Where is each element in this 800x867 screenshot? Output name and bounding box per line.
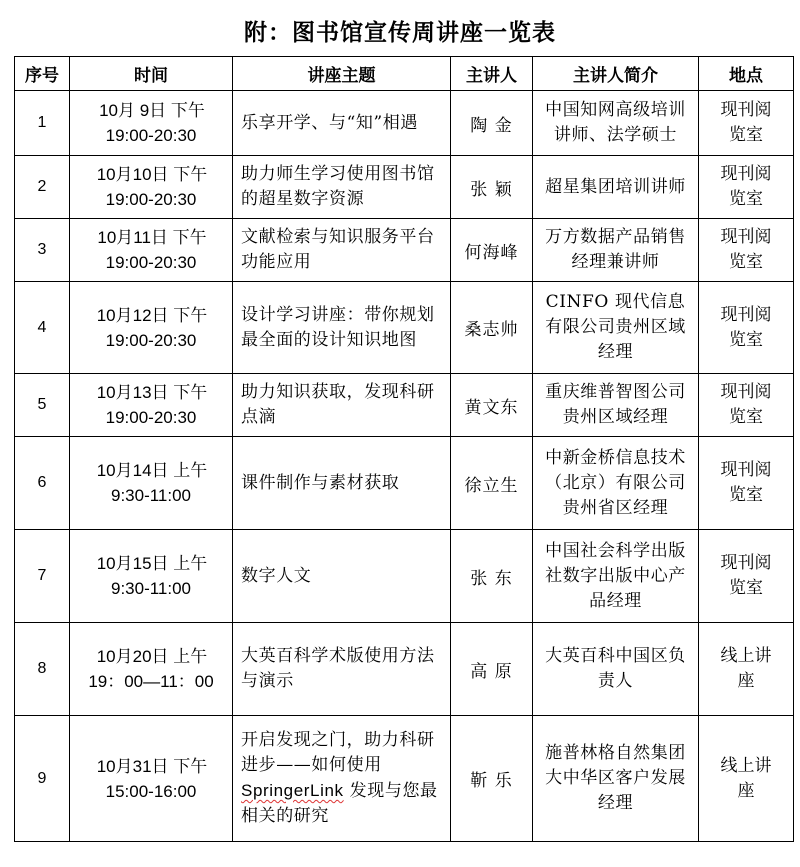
header-time: 时间 (70, 57, 233, 91)
row-num: 6 (15, 437, 70, 530)
row-num: 4 (15, 282, 70, 374)
row-topic (233, 716, 451, 842)
row-location: 现刊阅览室 (699, 282, 794, 374)
header-location: 地点 (699, 57, 794, 91)
row-time (70, 374, 233, 437)
row-num: 7 (15, 530, 70, 623)
row-topic: 课件制作与素材获取 (233, 437, 451, 530)
row-time (70, 530, 233, 623)
page-title: 附：图书馆宣传周讲座一览表 (244, 20, 556, 46)
row-speaker: 何海峰 (451, 219, 533, 282)
row-bio: 重庆维普智图公司贵州区域经理 (533, 374, 699, 437)
table-row (15, 623, 794, 716)
header-bio: 主讲人简介 (533, 57, 699, 91)
row-location: 线上讲座 (699, 623, 794, 716)
topic-text: 开启发现之门，助力科研进步——如何使用 (241, 730, 435, 775)
row-time (70, 91, 233, 156)
row-location: 现刊阅览室 (699, 437, 794, 530)
row-time (70, 156, 233, 219)
row-date: 10月15日 上午 (96, 554, 208, 573)
row-range: 9:30-11:00 (110, 486, 192, 505)
table-row (15, 437, 794, 530)
topic-text-end: 发现与您最相关的研究 (241, 781, 438, 826)
row-date: 10月10日 下午 (96, 165, 208, 184)
header-speaker: 主讲人 (451, 57, 533, 91)
row-date: 10月 9日 下午 (99, 101, 205, 120)
row-range: 15:00-16:00 (105, 781, 197, 801)
row-date: 10月13日 下午 (96, 383, 208, 402)
table-row (15, 716, 794, 842)
row-range: 19:00-20:30 (105, 330, 197, 350)
row-topic: 助力师生学习使用图书馆的超星数字资源 (233, 156, 451, 219)
row-date: 10月31日 下午 (96, 756, 208, 776)
table-row (15, 91, 794, 156)
header-topic: 讲座主题 (233, 57, 451, 91)
row-location: 线上讲座 (699, 716, 794, 842)
row-range: 19:00-20:30 (105, 126, 197, 145)
row-bio: 中国社会科学出版社数字出版中心产品经理 (533, 530, 699, 623)
row-num: 9 (15, 716, 70, 842)
row-speaker: 徐立生 (451, 437, 533, 530)
row-speaker: 张 东 (451, 530, 533, 623)
row-time (70, 437, 233, 530)
row-range: 19：00—11：00 (88, 672, 214, 691)
row-bio: 中国知网高级培训讲师、法学硕士 (533, 91, 699, 156)
row-speaker: 桑志帅 (451, 282, 533, 374)
row-speaker: 张 颖 (451, 156, 533, 219)
row-num: 3 (15, 219, 70, 282)
row-topic: 助力知识获取，发现科研点滴 (233, 374, 451, 437)
row-topic: 数字人文 (233, 530, 451, 623)
row-range: 19:00-20:30 (105, 253, 197, 272)
row-speaker: 黄文东 (451, 374, 533, 437)
row-date: 10月12日 下午 (96, 305, 208, 325)
lecture-table (14, 56, 794, 842)
row-location: 现刊阅览室 (699, 374, 794, 437)
table-row (15, 282, 794, 374)
header-num: 序号 (15, 57, 70, 91)
row-num: 8 (15, 623, 70, 716)
row-topic: 大英百科学术版使用方法与演示 (233, 623, 451, 716)
row-topic: 乐享开学、与“知”相遇 (233, 91, 451, 156)
row-bio: 大英百科中国区负责人 (533, 623, 699, 716)
row-range: 9:30-11:00 (110, 579, 192, 598)
table-row (15, 530, 794, 623)
row-speaker: 高 原 (451, 623, 533, 716)
row-topic: 设计学习讲座：带你规划最全面的设计知识地图 (233, 282, 451, 374)
row-location: 现刊阅览室 (699, 530, 794, 623)
row-speaker: 陶 金 (451, 91, 533, 156)
row-time (70, 623, 233, 716)
row-location: 现刊阅览室 (699, 91, 794, 156)
header-row (15, 57, 794, 91)
row-location: 现刊阅览室 (699, 219, 794, 282)
row-bio: 超星集团培训讲师 (533, 156, 699, 219)
row-location: 现刊阅览室 (699, 156, 794, 219)
table-row (15, 219, 794, 282)
table-row (15, 156, 794, 219)
row-bio: 万方数据产品销售经理兼讲师 (533, 219, 699, 282)
row-date: 10月20日 上午 (96, 647, 208, 666)
row-num: 2 (15, 156, 70, 219)
row-num: 5 (15, 374, 70, 437)
table-row (15, 374, 794, 437)
row-topic: 文献检索与知识服务平台功能应用 (233, 219, 451, 282)
row-date: 10月14日 上午 (96, 461, 208, 480)
row-time (70, 716, 233, 842)
row-num: 1 (15, 91, 70, 156)
row-range: 19:00-20:30 (105, 408, 197, 427)
row-bio: CINFO 现代信息有限公司贵州区域经理 (533, 282, 699, 374)
row-bio: 施普林格自然集团大中华区客户发展经理 (533, 716, 699, 842)
row-range: 19:00-20:30 (105, 190, 197, 209)
row-time (70, 219, 233, 282)
springerlink-text: SpringerLink (241, 781, 344, 800)
row-date: 10月11日 下午 (97, 228, 207, 247)
row-bio: 中新金桥信息技术（北京）有限公司贵州省区经理 (533, 437, 699, 530)
row-speaker: 靳 乐 (451, 716, 533, 842)
row-time (70, 282, 233, 374)
